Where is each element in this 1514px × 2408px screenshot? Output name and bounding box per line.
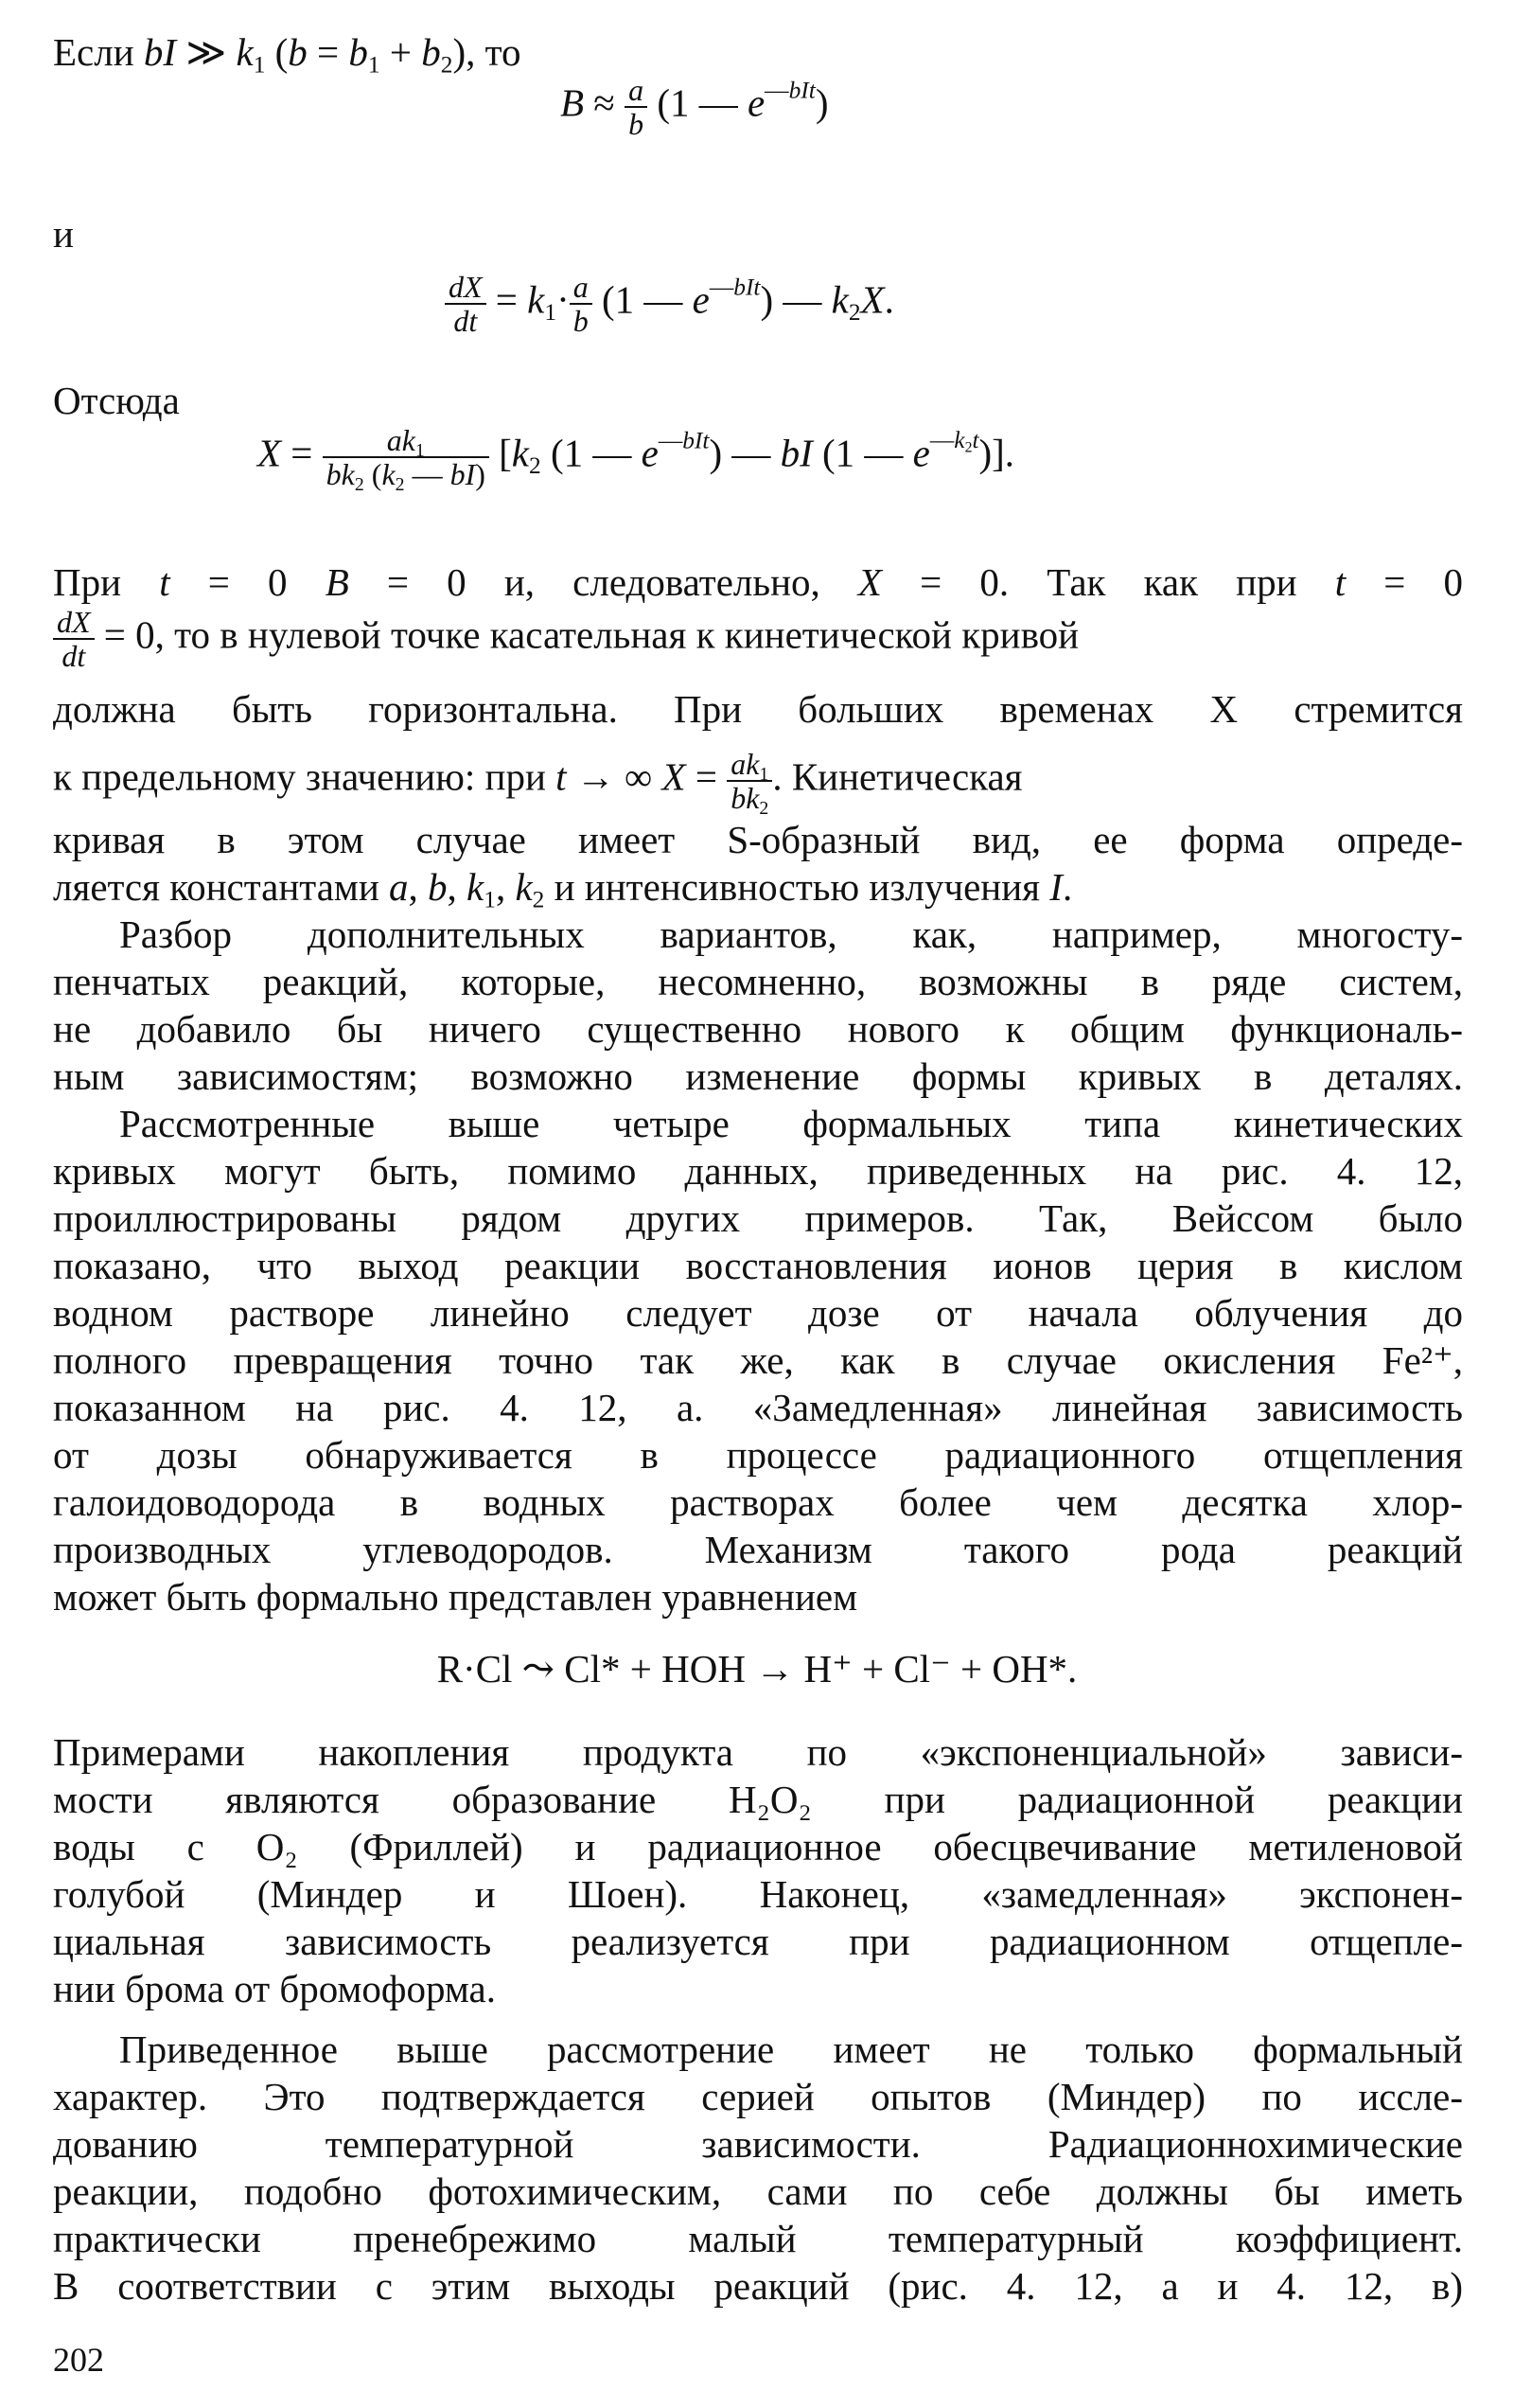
paragraph-line: характер. Это подтверждается серией опытов (Миндер) по иссле- [53, 2075, 1463, 2118]
paragraph-line: практически пренебрежимо малый температурный коэффициент. [53, 2217, 1463, 2260]
page-number: 202 [53, 2341, 104, 2379]
paragraph-line: галоидоводорода в водных растворах более чем десятка хлор- [53, 1480, 1463, 1524]
paragraph-line: циальная зависимость реализуется при радиационном отщепле- [53, 1920, 1463, 1963]
paragraph-line: Примерами накопления продукта по «экспоненциальной» зависи- [53, 1730, 1463, 1774]
text-fragment: и, следовательно, [503, 560, 820, 604]
text-fragment: ляется константами [53, 865, 379, 909]
equation-x: X = $\frac{ak_1}{bk_2 (k_2 — bI)}$ [$k_2$ (1 — $e^{—bIt}$) — bI (1 — $e^{—k_2t}$)]. [257, 423, 1015, 495]
paragraph-line: может быть формально представлен уравнением [53, 1575, 858, 1619]
paragraph-line: водном растворе линейно следует дозе от начала облучения до [53, 1291, 1463, 1335]
text-fragment: . Кинетическая [772, 754, 1023, 799]
paragraph-line: производных углеводородов. Механизм такого рода реакций [53, 1528, 1463, 1571]
paragraph-line: реакции, подобно фотохимическим, сами по себе должны бы иметь [53, 2169, 1463, 2213]
paragraph-line: должна быть горизонтальна. При больших временах X стремится [53, 687, 1463, 731]
paragraph-line: показанном на рис. 4. 12, а. «Замедленная» линейная зависимость [53, 1386, 1463, 1429]
equation-b: B ≈ $\frac{a}{b}$ (1 — $e^{—bIt}$) [560, 73, 829, 141]
text-fragment: и интенсивностью излучения [554, 865, 1041, 909]
paragraph-line: Разбор дополнительных вариантов, как, например, многосту- [119, 912, 1463, 956]
paragraph-line: кривая в этом случае имеет S-образный вид, ее форма опреде- [53, 818, 1463, 861]
paragraph-line: мости являются образование H₂O₂ при радиационной реакции [53, 1778, 1463, 1821]
paragraph-line: ляется константами a, b, $k_1$, $k_2$ и интенсивностью излучения I. [53, 865, 1073, 913]
paragraph-line: дованию температурной зависимости. Радиационнохимические [53, 2122, 1463, 2166]
reaction-equation: R·Cl ⤳ Cl* + HOH → H⁺ + Cl⁻ + OH*. [436, 1647, 1078, 1691]
paragraph-line: воды с O₂ (Фриллей) и радиационное обесцвечивание метиленовой [53, 1825, 1463, 1868]
paragraph-line: полного превращения точно так же, как в случае окисления Fe²⁺, [53, 1338, 1463, 1382]
text-fragment: , то [466, 30, 521, 74]
paragraph-line: от дозы обнаруживается в процессе радиационного отщепления [53, 1433, 1463, 1477]
paragraph-line: не добавило бы ничего существенно нового к общим функциональ- [53, 1007, 1463, 1051]
text-fragment: . Так как при [998, 560, 1297, 604]
paragraph-line: голубой (Миндер и Шоен). Наконец, «замедленная» экспонен- [53, 1872, 1463, 1916]
text-fragment: Если [53, 30, 134, 74]
paragraph-line: пенчатых реакций, которые, несомненно, возможны в ряде систем, [53, 960, 1463, 1003]
paragraph-line: $\frac{dX}{dt}$ = 0, то в нулевой точке касательная к кинетической кривой [53, 606, 1463, 672]
paragraph-line: ным зависимостям; возможно изменение формы кривых в деталях. [53, 1054, 1463, 1098]
paragraph-line: нии брома от бромоформа. [53, 1967, 496, 2010]
paragraph-line: кривых могут быть, помимо данных, приведенных на рис. 4. 12, [53, 1149, 1463, 1193]
paragraph-line: Приведенное выше рассмотрение имеет не только формальный [119, 2027, 1463, 2071]
text-fragment: При [53, 560, 122, 604]
paragraph-line: показано, что выход реакции восстановления ионов церия в кислом [53, 1244, 1463, 1287]
paragraph-line: При t = 0 B = 0 и, следовательно, X = 0. Так как при t = 0 [53, 560, 1464, 604]
equation-dxdt: $\frac{dX}{dt}$ = $k_1\cdot$ $\frac{a}{b}$ (1 — $e^{—bIt}$) — $k_2X$. [445, 271, 894, 337]
paragraph-line: к предельному значению: при t → ∞ X = $\frac{ak_1}{bk_2}$ . Кинетическая [53, 747, 1023, 819]
text-fragment: к предельному значению: при [53, 754, 546, 799]
text-fragment: , то в нулевой точке касательная к кинетической кривой [154, 612, 1080, 657]
condition-line: Если bI ≫ $k_1$ $(b = b_1 + b_2)$, то [53, 30, 521, 79]
paragraph-line: проиллюстрированы рядом других примеров. Так, Вейссом было [53, 1196, 1463, 1240]
paragraph-line: В соответствии с этим выходы реакций (рис. 4. 12, а и 4. 12, в) [53, 2264, 1463, 2308]
and-line: и [53, 212, 74, 256]
paragraph-line: Рассмотренные выше четыре формальных типа кинетических [119, 1102, 1463, 1145]
otsyuda-line: Отсюда [53, 379, 180, 422]
